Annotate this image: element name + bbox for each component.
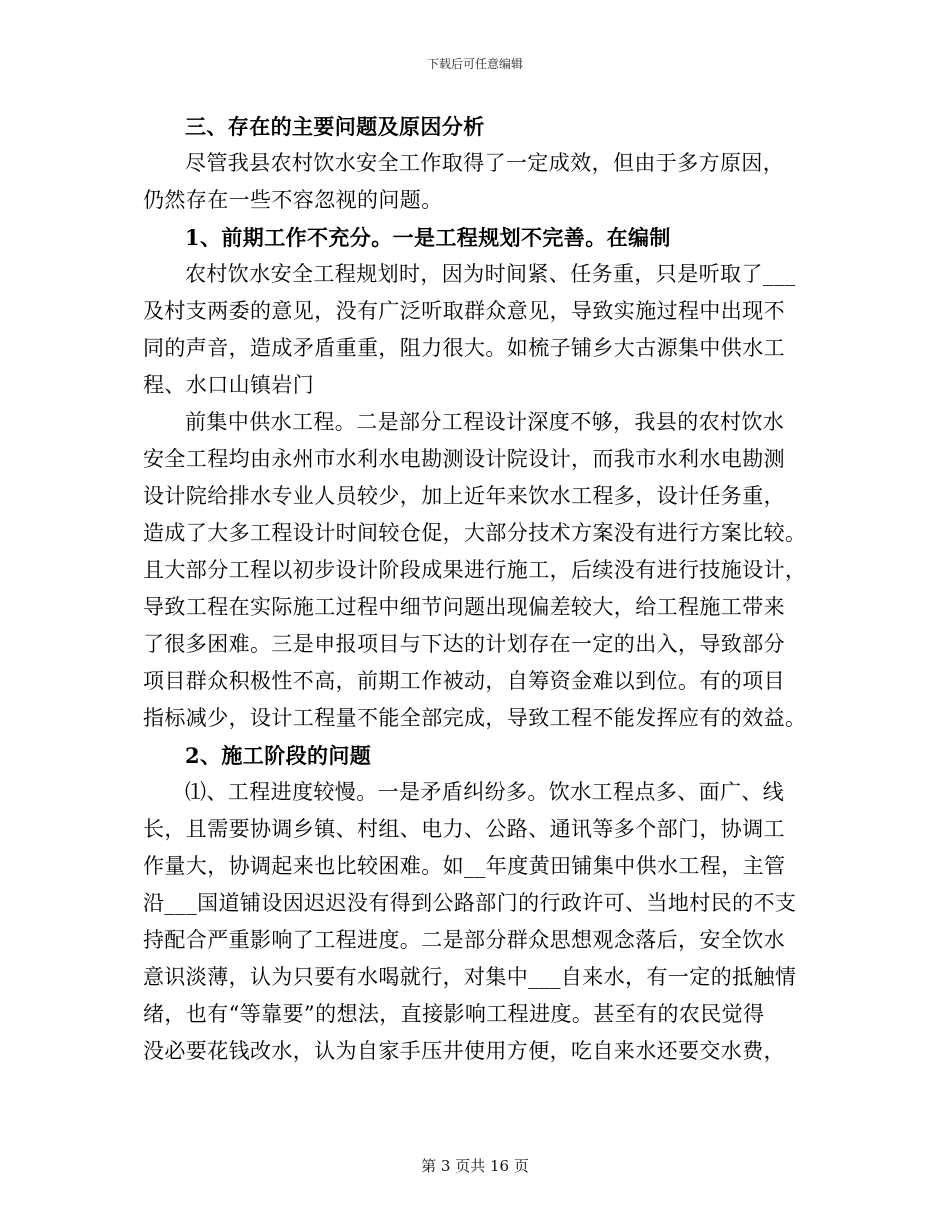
- page-header: 下载后可任意编辑: [426, 57, 523, 71]
- body-text-line: 持配合严重影响了工程进度。二是部分群众思想观念落后，安全饮水: [143, 928, 785, 952]
- body-text-line: 长，且需要协调乡镇、村组、电力、公路、通讯等多个部门，协调工: [143, 817, 785, 841]
- body-text-line: 没必要花钱改水，认为自家手压井使用方便，吃自来水还要交水费，: [143, 1039, 785, 1063]
- body-text-line: 同的声音，造成矛盾重重，阻力很大。如梳子铺乡大古源集中供水工: [143, 336, 785, 360]
- section-heading: 1、前期工作不充分。一是工程规划不完善。在编制: [185, 225, 671, 250]
- body-text-line: 前集中供水工程。二是部分工程设计深度不够，我县的农村饮水: [185, 410, 785, 434]
- body-text-line: 仍然存在一些不容忽视的问题。: [143, 188, 443, 212]
- body-text-line: 尽管我县农村饮水安全工作取得了一定成效，但由于多方原因，: [185, 151, 785, 175]
- body-text-line: 沿___国道铺设因迟迟没有得到公路部门的行政许可、当地村民的不支: [143, 891, 797, 915]
- body-text-line: 及村支两委的意见，没有广泛听取群众意见，导致实施过程中出现不: [143, 299, 785, 323]
- body-text-line: 了很多困难。三是申报项目与下达的计划存在一定的出入，导致部分: [143, 632, 785, 656]
- body-text-line: 绪，也有“等靠要”的想法，直接影响工程进度。甚至有的农民觉得: [143, 1002, 765, 1026]
- body-text-line: 意识淡薄，认为只要有水喝就行，对集中___自来水，有一定的抵触情: [143, 965, 797, 989]
- document-body: [143, 108, 811, 1070]
- body-text-line: 作量大，协调起来也比较困难。如__年度黄田铺集中供水工程，主管: [143, 854, 786, 878]
- body-text-line: 且大部分工程以初步设计阶段成果进行施工，后续没有进行技施设计，: [143, 558, 807, 582]
- section-heading: 2、施工阶段的问题: [185, 743, 372, 768]
- body-text-line: 导致工程在实际施工过程中细节问题出现偏差较大，给工程施工带来: [143, 595, 785, 619]
- body-text-line: ⑴、工程进度较慢。一是矛盾纠纷多。饮水工程点多、面广、线: [185, 780, 785, 804]
- body-text-line: 项目群众积极性不高，前期工作被动，自筹资金难以到位。有的项目: [143, 669, 785, 693]
- body-text-line: 设计院给排水专业人员较少，加上近年来饮水工程多，设计任务重，: [143, 484, 785, 508]
- section-heading: 三、存在的主要问题及原因分析: [185, 114, 485, 139]
- page-footer: 第 3 页共 16 页: [421, 1157, 529, 1175]
- body-text-line: 造成了大多工程设计时间较仓促，大部分技术方案没有进行方案比较。: [143, 521, 807, 545]
- body-text-line: 程、水口山镇岩门: [143, 373, 315, 397]
- body-text-line: 农村饮水安全工程规划时，因为时间紧、任务重，只是听取了___: [185, 262, 796, 286]
- body-text-line: 指标减少，设计工程量不能全部完成，导致工程不能发挥应有的效益。: [143, 706, 807, 730]
- body-text-line: 安全工程均由永州市水利水电勘测设计院设计，而我市水利水电勘测: [143, 447, 785, 471]
